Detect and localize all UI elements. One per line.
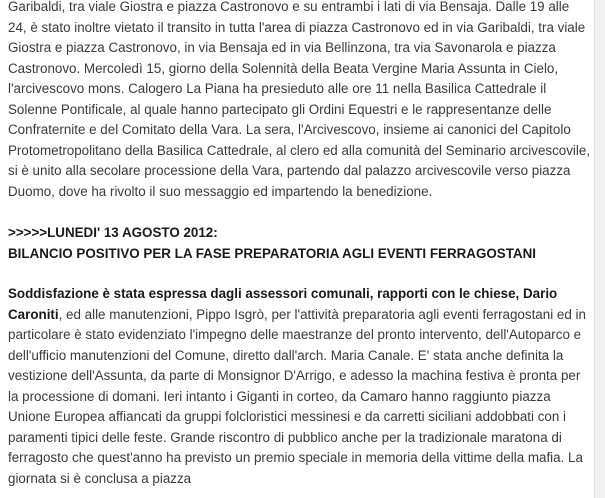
news-heading [8, 223, 591, 264]
paragraph-bold-lead: Soddisfazione è stata espressa dagli assessori comunali, rapporti con le chiese, Dario Caroniti [8, 286, 558, 322]
article-paragraph-1: Garibaldi, tra viale Giostra e piazza Castronovo e su entrambi i lati di via Bensaja. Dalle 19 alle 24, è stato inoltre vietato il transito in tutta l'area di piazza Castronovo ed in via Garibaldi, tra viale Giostra e piazza Castronovo, in via Bensaja ed in via Bellinzona, tra via Savonarola e piazza Castronovo. Mercoledì 15, giorno della Solennità della Beata Vergine Maria Assunta in Cielo, l'arcivescovo mons. Calogero La Piana ha presieduto alle ore 11 nella Basilica Cattedrale il Solenne Pontificale, al quale hanno partecipato gli Ordini Equestri e le rappresentanze delle Confraternite e del Comitato della Vara. La sera, l'Arcivescovo, insieme ai canonici del Capitolo Protometropolitano della Basilica Cattedrale, al clero ed alla comunità del Seminario arcivescovile, si è unito alla secolare processione della Vara, partendo dal palazzo arcivescovile verso piazza Duomo, dove ha rivolto il suo messaggio ed impartendo la benedizione. [8, 0, 591, 199]
date-heading: >>>>>LUNEDI' 13 AGOSTO 2012: [8, 225, 218, 240]
article-body [8, 0, 591, 489]
article-paragraph-2 [8, 284, 591, 489]
paragraph-rest: , ed alle manutenzioni, Pippo Isgrò, per l'attività preparatoria agli eventi ferragostani ed in particolare è stato evidenziato l'impegno delle maestranze del pronto intervento, dell'Autoparco e dell'ufficio manutenzioni del Comune, diretto dall'arch. Maria Canale. E' stata anche definita la vestizione dell'Assunta, da parte di Monsignor D'Arrigo, e adesso la machina festiva è pronta per la processione di domani. Ieri intanto i Giganti in corteo, da Camaro hanno raggiunto piazza Unione Europea affiancati da gruppi folcloristici messinesi e da carretti siciliani addobbati con i paramenti tipici delle feste. Grande riscontro di pubblico anche per la tradizionale maratona di ferragosto che quest'anno ha previsto un premio speciale in memoria della vittime della mafia. La giornata si è conclusa a piazza [8, 306, 586, 486]
vertical-scrollbar[interactable] [594, 0, 605, 498]
title-heading: BILANCIO POSITIVO PER LA FASE PREPARATORIA AGLI EVENTI FERRAGOSTANI [8, 245, 536, 261]
